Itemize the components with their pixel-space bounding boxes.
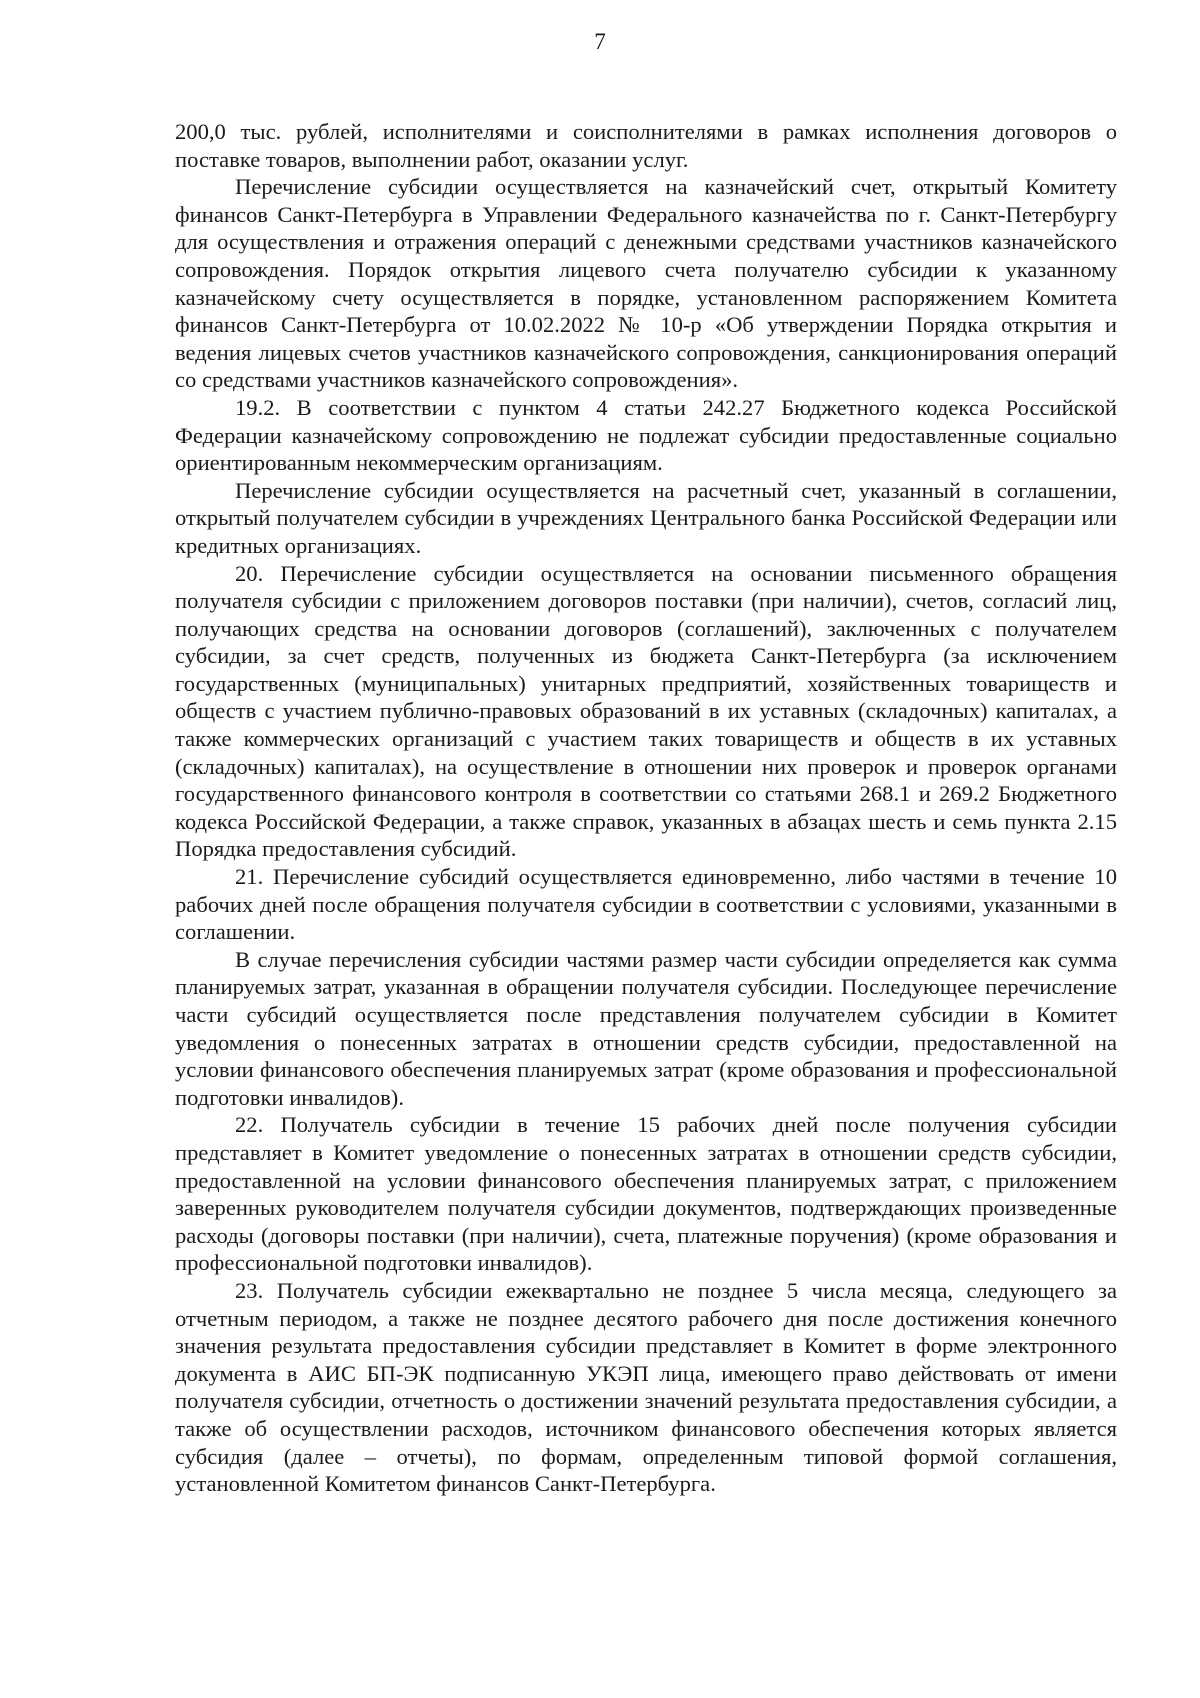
paragraph-settlement-account: Перечисление субсидии осуществляется на расчетный счет, указанный в соглашении, открытый получателем субсидии в учреждениях Центрального банка Российской Федерации или кредитных организациях. xyxy=(175,477,1117,558)
paragraph-21: 21. Перечисление субсидий осуществляется единовременно, либо частями в течение 10 рабочих дней после обращения получателя субсидии в соответствии с условиями, указанными в соглашении. xyxy=(175,864,1117,945)
page-number: 7 xyxy=(594,29,606,54)
document-body xyxy=(175,118,1117,1498)
paragraph-partial-transfer: В случае перечисления субсидии частями размер части субсидии определяется как сумма планируемых затрат, указанная в обращении получателя субсидии. Последующее перечисление части субсидий осуществляется после представления получателем субсидии в Комитет уведомления о понесенных затратах в отношении средств субсидии, предоставленной на условии финансового обеспечения планируемых затрат (кроме образования и профессиональной подготовки инвалидов). xyxy=(175,946,1117,1110)
paragraph-treasury-account: Перечисление субсидии осуществляется на казначейский счет, открытый Комитету финансов Санкт-Петербурга в Управлении Федерального казначейства по г. Санкт-Петербургу для осуществления и отражения операций с денежными средствами участников казначейского сопровождения. Порядок открытия лицевого счета получателю субсидии к указанному казначейскому счету осуществляется в порядке, установленном распоряжением Комитета финансов Санкт-Петербурга от 10.02.2022 № 10-р «Об утверждении Порядка открытия и ведения лицевых счетов участников казначейского сопровождения, санкционирования операций со средствами участников казначейского сопровождения». xyxy=(175,174,1117,393)
paragraph-20: 20. Перечисление субсидии осуществляется на основании письменного обращения получателя субсидии с приложением договоров поставки (при наличии), счетов, согласий лиц, получающих средства на основании договоров (соглашений), заключенных с получателем субсидии, за счет средств, полученных из бюджета Санкт-Петербурга (за исключением государственных (муниципальных) унитарных предприятий, хозяйственных товариществ и обществ с участием публично-правовых образований в их уставных (складочных) капиталах, а также коммерческих организаций с участием таких товариществ и обществ в их уставных (складочных) капиталах), на осуществление в отношении них проверок и проверок органами государственного финансового контроля в соответствии со статьями 268.1 и 269.2 Бюджетного кодекса Российской Федерации, а также справок, указанных в абзацах шесть и семь пункта 2.15 Порядка предоставления субсидий. xyxy=(175,560,1117,862)
paragraph-23: 23. Получатель субсидии ежеквартально не позднее 5 числа месяца, следующего за отчетным периодом, а также не позднее десятого рабочего дня после достижения конечного значения результата предоставления субсидии представляет в Комитет в форме электронного документа в АИС БП-ЭК подписанную УКЭП лица, имеющего право действовать от имени получателя субсидии, отчетность о достижении значений результата предоставления субсидии, а также об осуществлении расходов, источником финансового обеспечения которых является субсидия (далее – отчеты), по формам, определенным типовой формой соглашения, установленной Комитетом финансов Санкт-Петербурга. xyxy=(175,1277,1117,1497)
paragraph-19-2: 19.2. В соответствии с пунктом 4 статьи 242.27 Бюджетного кодекса Российской Федерации казначейскому сопровождению не подлежат субсидии предоставленные социально ориентированным некоммерческим организациям. xyxy=(175,394,1117,476)
paragraph-22: 22. Получатель субсидии в течение 15 рабочих дней после получения субсидии представляет в Комитет уведомление о понесенных затратах в отношении средств субсидии, предоставленной на условии финансового обеспечения планируемых затрат, с приложением заверенных руководителем получателя субсидии документов, подтверждающих произведенные расходы (договоры поставки (при наличии), счета, платежные поручения) (кроме образования и профессиональной подготовки инвалидов). xyxy=(175,1112,1117,1276)
paragraph-continuation: 200,0 тыс. рублей, исполнителями и соисполнителями в рамках исполнения договоров о поставке товаров, выполнении работ, оказании услуг. xyxy=(175,119,1117,172)
